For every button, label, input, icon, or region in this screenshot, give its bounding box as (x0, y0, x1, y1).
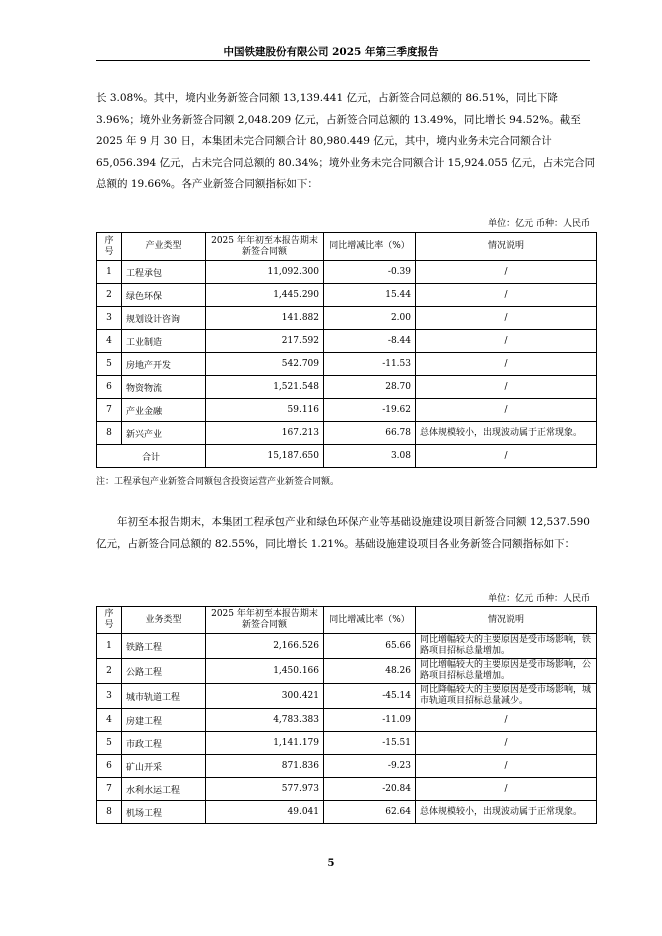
paragraph-infrastructure: 年初至本报告期末，本集团工程承包产业和绿色环保产业等基础设施建设项目新签合同额 12,537.590 亿元，占新签合同总额的 82.55%，同比增长 1.21%。基础设施建设项目各业务新签合同额指标如下： (96, 516, 590, 550)
table-row (97, 422, 597, 445)
row-rate: -45.14 (324, 684, 416, 709)
row-type: 机场工程 (122, 801, 206, 824)
row-amount: 141.882 (206, 307, 324, 330)
table-row (97, 634, 597, 659)
row-number: 6 (97, 376, 122, 399)
row-rate: -15.51 (324, 732, 416, 755)
table-row (97, 709, 597, 732)
total-rate: 3.08 (324, 445, 416, 468)
total-note: / (416, 445, 597, 468)
row-amount: 4,783.383 (206, 709, 324, 732)
table-footnote: 注：工程承包产业新签合同额包含投资运营产业新签合同额。 (96, 477, 340, 487)
row-number: 5 (97, 732, 122, 755)
row-amount: 1,521.548 (206, 376, 324, 399)
row-amount: 49.041 (206, 801, 324, 824)
row-rate: -11.09 (324, 709, 416, 732)
table-row (97, 732, 597, 755)
infrastructure-contract-table (96, 606, 597, 824)
row-type: 市政工程 (122, 732, 206, 755)
header-note: 情况说明 (416, 233, 597, 261)
row-rate: 28.70 (324, 376, 416, 399)
row-type: 工业制造 (122, 330, 206, 353)
row-rate: -8.44 (324, 330, 416, 353)
row-note: 总体规模较小，出现波动属于正常现象。 (416, 801, 597, 824)
row-type: 绿色环保 (122, 284, 206, 307)
row-amount: 217.592 (206, 330, 324, 353)
row-type: 新兴产业 (122, 422, 206, 445)
table-row (97, 284, 597, 307)
row-note: / (416, 353, 597, 376)
row-rate: 48.26 (324, 659, 416, 684)
page-number: 5 (327, 858, 335, 869)
row-type: 产业金融 (122, 399, 206, 422)
row-note: / (416, 307, 597, 330)
header-amount: 2025 年年初至本报告期末新签合同额 (206, 607, 324, 634)
header-no: 序号 (97, 233, 122, 261)
row-note: / (416, 261, 597, 284)
row-amount: 2,166.526 (206, 634, 324, 659)
header-rate: 同比增减比率（%） (324, 233, 416, 261)
row-rate: -0.39 (324, 261, 416, 284)
row-amount: 1,445.290 (206, 284, 324, 307)
table-row (97, 755, 597, 778)
row-number: 3 (97, 684, 122, 709)
row-number: 2 (97, 284, 122, 307)
row-note: 同比降幅较大的主要原因是受市场影响，城市轨道项目招标总量减少。 (416, 684, 597, 709)
table-row (97, 330, 597, 353)
row-number: 8 (97, 801, 122, 824)
row-type: 水利水运工程 (122, 778, 206, 801)
row-amount: 577.973 (206, 778, 324, 801)
row-rate: 62.64 (324, 801, 416, 824)
table-row (97, 353, 597, 376)
row-number: 1 (97, 261, 122, 284)
row-number: 7 (97, 778, 122, 801)
header-note: 情况说明 (416, 607, 597, 634)
row-amount: 167.213 (206, 422, 324, 445)
row-amount: 1,141.179 (206, 732, 324, 755)
table-row (97, 801, 597, 824)
row-note: / (416, 330, 597, 353)
total-amount: 15,187.650 (206, 445, 324, 468)
row-type: 矿山开采 (122, 755, 206, 778)
row-rate: -9.23 (324, 755, 416, 778)
row-number: 5 (97, 353, 122, 376)
table-row (97, 376, 597, 399)
row-rate: 66.78 (324, 422, 416, 445)
header-type: 产业类型 (122, 233, 206, 261)
header-amount: 2025 年年初至本报告期末新签合同额 (206, 233, 324, 261)
row-note: / (416, 778, 597, 801)
row-note: / (416, 399, 597, 422)
row-type: 城市轨道工程 (122, 684, 206, 709)
row-amount: 871.836 (206, 755, 324, 778)
header-type: 业务类型 (122, 607, 206, 634)
row-note: 同比增幅较大的主要原因是受市场影响，公路项目招标总量增加。 (416, 659, 597, 684)
row-number: 7 (97, 399, 122, 422)
table-row (97, 684, 597, 709)
row-number: 4 (97, 709, 122, 732)
unit-label-2: 单位：亿元 币种：人民币 (488, 594, 590, 604)
total-row (97, 445, 597, 468)
row-type: 物资物流 (122, 376, 206, 399)
row-note: / (416, 732, 597, 755)
header-rate: 同比增减比率（%） (324, 607, 416, 634)
total-label: 合计 (97, 445, 206, 468)
row-amount: 59.116 (206, 399, 324, 422)
row-number: 1 (97, 634, 122, 659)
table-row (97, 261, 597, 284)
paragraph-contract-summary: 长 3.08%。其中，境内业务新签合同额 13,139.441 亿元，占新签合同总额的 86.51%，同比下降 3.96%；境外业务新签合同额 2,048.209 亿元，占新签合同总额的 13.49%，同比增长 94.52%。截至 2025 年 9 月 30 日，本集团未完合同额合计 80,980.449 亿元，其中，境内业务未完合同额合计 65,056.394 亿元，占未完合同总额的 80.34%；境外业务未完合同额合计 15,924.055 亿元，占未完合同总额的 19.66%。各产业新签合同额指标如下： (96, 92, 596, 190)
row-note: 同比增幅较大的主要原因是受市场影响，铁路项目招标总量增加。 (416, 634, 597, 659)
table-row (97, 399, 597, 422)
header-rule (96, 60, 590, 61)
row-number: 6 (97, 755, 122, 778)
row-number: 4 (97, 330, 122, 353)
row-note: / (416, 709, 597, 732)
industry-contract-table (96, 232, 597, 468)
row-amount: 1,450.166 (206, 659, 324, 684)
row-rate: -19.62 (324, 399, 416, 422)
table-row (97, 778, 597, 801)
row-type: 房地产开发 (122, 353, 206, 376)
row-rate: 15.44 (324, 284, 416, 307)
row-note: 总体规模较小，出现波动属于正常现象。 (416, 422, 597, 445)
unit-label: 单位：亿元 币种：人民币 (488, 219, 590, 229)
row-rate: 2.00 (324, 307, 416, 330)
row-note: / (416, 755, 597, 778)
row-note: / (416, 376, 597, 399)
row-type: 工程承包 (122, 261, 206, 284)
page-header: 中国铁建股份有限公司 2025 年第三季度报告 (223, 46, 439, 58)
row-number: 2 (97, 659, 122, 684)
row-amount: 11,092.300 (206, 261, 324, 284)
row-amount: 300.421 (206, 684, 324, 709)
row-type: 公路工程 (122, 659, 206, 684)
row-rate: 65.66 (324, 634, 416, 659)
table-row (97, 659, 597, 684)
row-number: 8 (97, 422, 122, 445)
row-rate: -11.53 (324, 353, 416, 376)
row-number: 3 (97, 307, 122, 330)
table-row (97, 307, 597, 330)
header-no: 序号 (97, 607, 122, 634)
row-amount: 542.709 (206, 353, 324, 376)
row-rate: -20.84 (324, 778, 416, 801)
row-note: / (416, 284, 597, 307)
row-type: 铁路工程 (122, 634, 206, 659)
row-type: 规划设计咨询 (122, 307, 206, 330)
row-type: 房建工程 (122, 709, 206, 732)
